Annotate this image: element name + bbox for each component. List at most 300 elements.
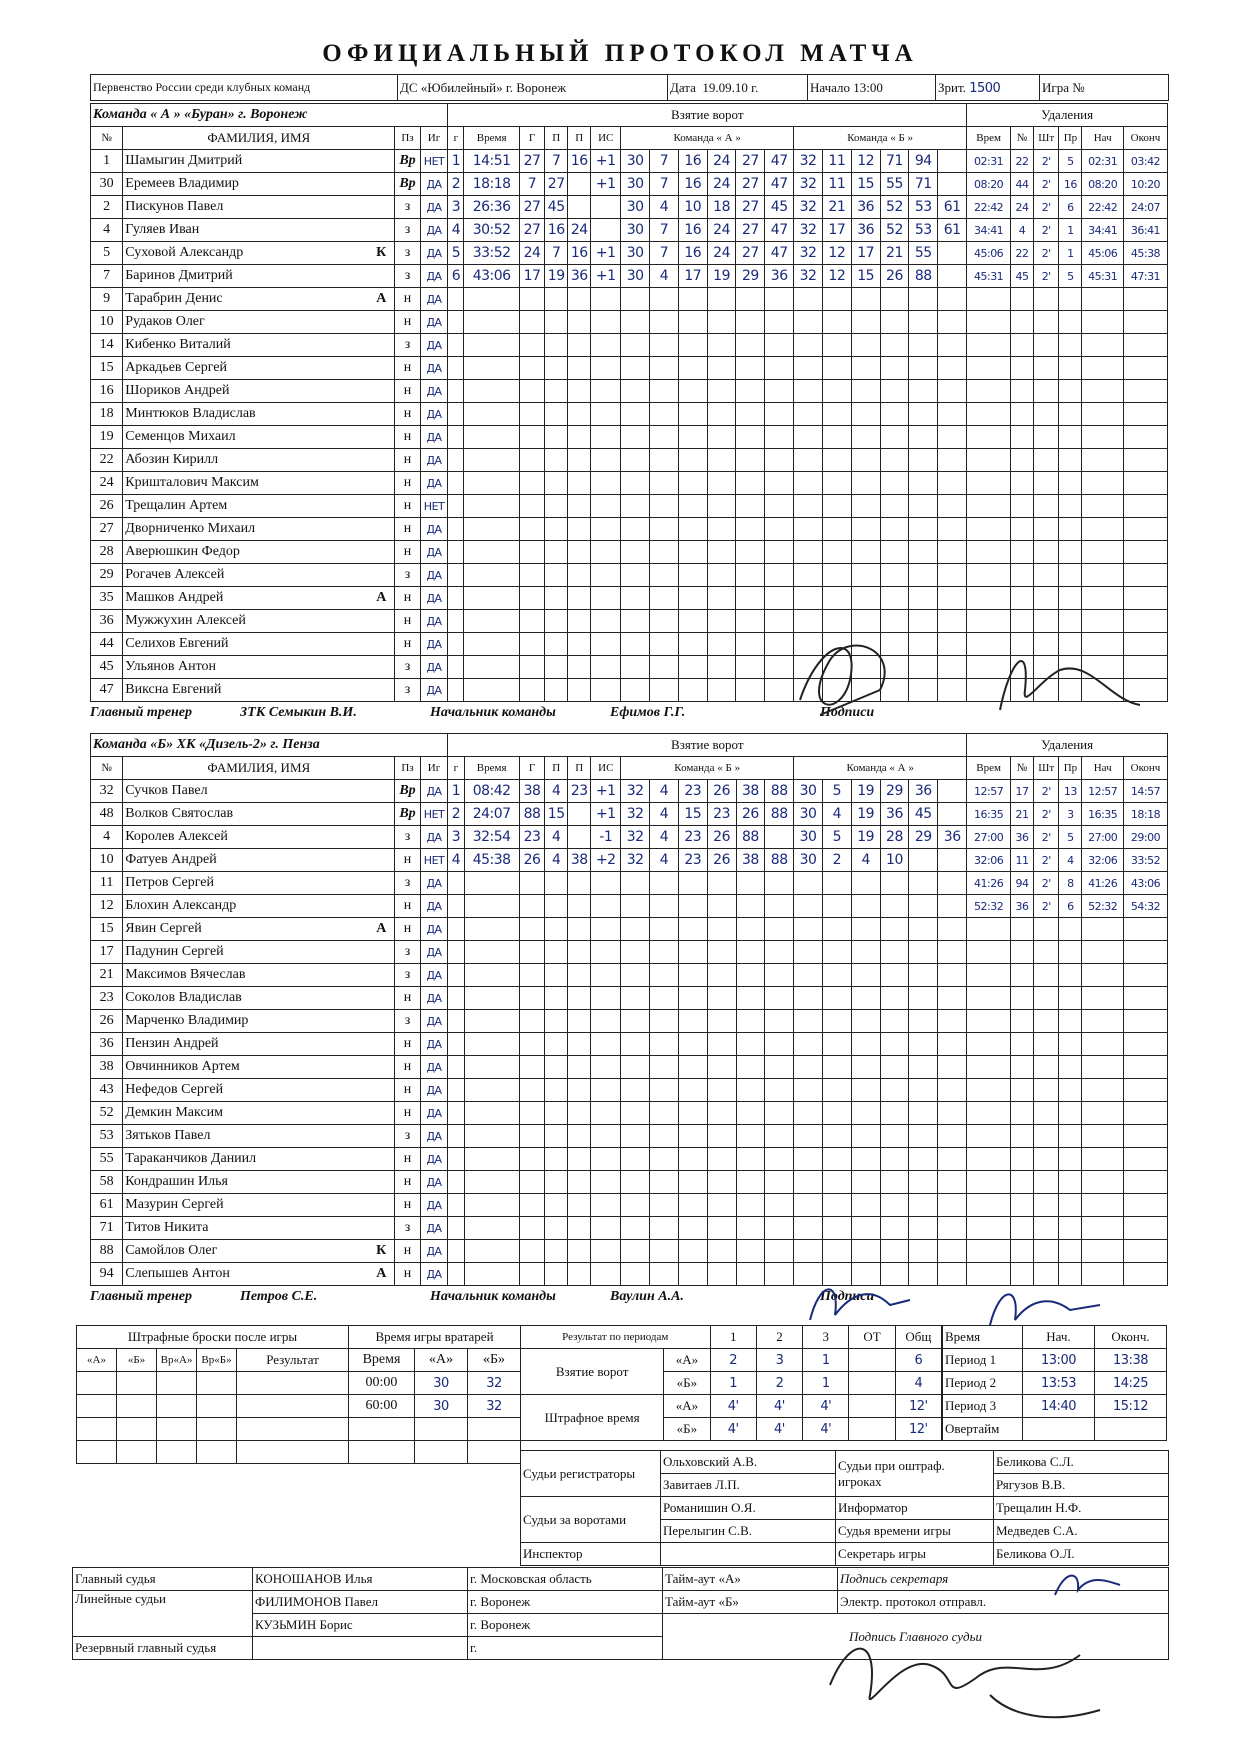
shootout-col: «А» xyxy=(77,1349,117,1372)
shootout-table xyxy=(76,1325,349,1464)
goal-on-ice-b: 26 xyxy=(707,849,736,872)
pim-b-p1: 4' xyxy=(710,1418,756,1441)
goal-on-ice-b xyxy=(650,1171,679,1194)
penalty-t: 41:26 xyxy=(967,872,1011,895)
period-col: ОТ xyxy=(849,1326,895,1349)
inspector-label: Инспектор xyxy=(521,1543,661,1566)
penalty-t xyxy=(967,1148,1011,1171)
line-refs-label: Линейные судьи xyxy=(73,1591,253,1637)
goal-P1 xyxy=(545,403,568,426)
goal-on-ice-a xyxy=(621,311,650,334)
goal-on-ice-opponent xyxy=(851,449,880,472)
goal-time xyxy=(464,311,519,334)
chief-ref-city: г. Московская область xyxy=(468,1568,663,1591)
player-position: н xyxy=(395,918,420,941)
goal-on-ice-opponent xyxy=(909,849,938,872)
penalty-pr: 1 xyxy=(1059,242,1082,265)
goal-on-ice-a: 19 xyxy=(707,265,736,288)
col-header-pen_no: № xyxy=(1011,757,1034,780)
goal-P1 xyxy=(545,1079,568,1102)
goal-on-ice-opponent: 4 xyxy=(851,849,880,872)
goal-on-ice-opponent xyxy=(794,1125,823,1148)
goal-g xyxy=(448,1079,464,1102)
informer: Трещалин Н.Ф. xyxy=(994,1497,1169,1520)
goal-on-ice-a xyxy=(678,357,707,380)
goal-on-ice-opponent xyxy=(909,1240,938,1263)
goal-P1 xyxy=(545,311,568,334)
pbox-judge-1: Беликова С.Л. xyxy=(994,1451,1169,1474)
goal-on-ice-b xyxy=(707,1125,736,1148)
player-name: Максимов Вячеслав xyxy=(125,967,246,982)
goal-on-ice-opponent xyxy=(794,403,823,426)
penalty-start: 52:32 xyxy=(1082,895,1124,918)
penalty-no: 22 xyxy=(1010,150,1033,173)
player-row xyxy=(91,849,1168,872)
goal-on-ice-opponent xyxy=(938,426,967,449)
goal-on-ice-b xyxy=(765,1171,794,1194)
goal-on-ice-b xyxy=(621,1171,650,1194)
player-position: Вр xyxy=(395,780,420,803)
player-plays: ДА xyxy=(420,964,448,987)
player-position: н xyxy=(395,495,420,518)
player-name: Тараканчиков Даниил xyxy=(125,1151,257,1166)
player-name-cell xyxy=(123,449,395,472)
goal-IS: +1 xyxy=(591,173,621,196)
penalty-no xyxy=(1010,311,1033,334)
chief-label: Начальник команды xyxy=(430,1289,556,1304)
player-plays: ДА xyxy=(420,564,448,587)
goal-on-ice-opponent xyxy=(880,403,909,426)
goal-IS xyxy=(591,1263,621,1286)
goal-on-ice-opponent xyxy=(794,449,823,472)
gk-col: Время xyxy=(349,1349,415,1372)
penalty-no xyxy=(1010,288,1033,311)
goal-on-ice-b xyxy=(678,1102,707,1125)
goal-on-ice-opponent: 26 xyxy=(880,265,909,288)
player-name: Нефедов Сергей xyxy=(125,1082,224,1097)
goal-IS xyxy=(591,1033,621,1056)
penalty-sht xyxy=(1034,964,1059,987)
goal-on-ice-a xyxy=(678,495,707,518)
penalty-sht xyxy=(1034,1010,1059,1033)
player-name: Ульянов Антон xyxy=(125,659,217,674)
col-header-IS: ИС xyxy=(591,127,621,150)
goal-on-ice-opponent: 52 xyxy=(880,219,909,242)
goal-on-ice-opponent xyxy=(880,1079,909,1102)
goal-on-ice-b xyxy=(621,1102,650,1125)
goal-on-ice-b: 4 xyxy=(650,803,679,826)
pbox-judge-2: Рягузов В.В. xyxy=(994,1474,1169,1497)
goal-on-ice-opponent xyxy=(909,1079,938,1102)
goal-on-ice-a: 17 xyxy=(678,265,707,288)
player-number: 36 xyxy=(91,610,123,633)
goal-on-ice-opponent xyxy=(938,780,967,803)
goal-on-ice-b xyxy=(650,1102,679,1125)
goal-on-ice-b xyxy=(678,1125,707,1148)
penalty-start: 45:06 xyxy=(1082,242,1124,265)
goal-P2 xyxy=(568,1033,591,1056)
goal-on-ice-opponent xyxy=(938,242,967,265)
player-position: з xyxy=(395,656,420,679)
period-times-table xyxy=(942,1325,1167,1441)
player-plays: НЕТ xyxy=(420,495,448,518)
goal-on-ice-a xyxy=(736,518,765,541)
goal-g xyxy=(448,1263,464,1286)
goal-g xyxy=(448,403,464,426)
player-number: 16 xyxy=(91,380,123,403)
goal-on-ice-opponent xyxy=(822,334,851,357)
goal-G xyxy=(519,564,544,587)
goal-on-ice-opponent xyxy=(822,964,851,987)
goal-on-ice-a xyxy=(621,472,650,495)
penalty-pr xyxy=(1059,1010,1082,1033)
col-header-name: ФАМИЛИЯ, ИМЯ xyxy=(123,757,395,780)
penalty-start xyxy=(1082,987,1124,1010)
goal-on-ice-a xyxy=(707,288,736,311)
goal-on-ice-opponent: 94 xyxy=(909,150,938,173)
goal-on-ice-opponent: 29 xyxy=(880,780,909,803)
goal-IS xyxy=(591,633,621,656)
penalty-t xyxy=(967,449,1011,472)
goal-on-ice-a xyxy=(678,564,707,587)
player-position: н xyxy=(395,1033,420,1056)
goal-on-ice-b xyxy=(650,895,679,918)
player-row xyxy=(91,541,1168,564)
player-name: Тарабрин Денис xyxy=(125,291,223,306)
goal-on-ice-b: 38 xyxy=(736,849,765,872)
goal-on-ice-b xyxy=(707,918,736,941)
goal-time xyxy=(464,656,519,679)
player-position: н xyxy=(395,1148,420,1171)
chief-sign-label: Подпись Главного судьи xyxy=(663,1614,1169,1660)
goal-G xyxy=(519,587,544,610)
player-row xyxy=(91,587,1168,610)
goal-g xyxy=(448,941,464,964)
goal-on-ice-a: 16 xyxy=(678,242,707,265)
goal-on-ice-a xyxy=(621,633,650,656)
goal-on-ice-b xyxy=(621,1079,650,1102)
goal-on-ice-a xyxy=(736,357,765,380)
penalty-start xyxy=(1082,357,1124,380)
goal-g xyxy=(448,964,464,987)
penalty-no xyxy=(1011,918,1034,941)
goal-on-ice-a xyxy=(765,334,794,357)
player-row xyxy=(91,780,1168,803)
goal-judge-1: Романишин О.Я. xyxy=(661,1497,836,1520)
player-name-cell xyxy=(123,472,395,495)
goal-time xyxy=(464,633,519,656)
goal-g xyxy=(448,679,464,702)
goal-g xyxy=(448,1240,464,1263)
player-number: 61 xyxy=(91,1194,123,1217)
goal-on-ice-a xyxy=(765,403,794,426)
goal-G xyxy=(519,288,544,311)
goal-on-ice-a xyxy=(736,495,765,518)
col-header-plays: Иг xyxy=(420,127,448,150)
team-tag: «А» xyxy=(664,1349,710,1372)
goal-on-ice-opponent: 12 xyxy=(822,242,851,265)
penalty-t xyxy=(967,288,1011,311)
goal-on-ice-a xyxy=(765,449,794,472)
goal-on-ice-opponent xyxy=(822,895,851,918)
goal-G xyxy=(519,1171,544,1194)
goal-on-ice-b xyxy=(707,1171,736,1194)
goal-on-ice-opponent xyxy=(851,334,880,357)
player-row xyxy=(91,1148,1168,1171)
goal-P1: 4 xyxy=(545,849,568,872)
player-position: з xyxy=(395,265,420,288)
goal-G xyxy=(519,357,544,380)
goals-a-ot xyxy=(849,1349,895,1372)
penalty-t xyxy=(967,964,1011,987)
goal-on-ice-a xyxy=(650,633,679,656)
penalty-start xyxy=(1082,288,1124,311)
penalty-sht xyxy=(1034,1102,1059,1125)
col-header-IS: ИС xyxy=(591,757,621,780)
goal-on-ice-b xyxy=(765,895,794,918)
player-row xyxy=(91,265,1168,288)
player-position: н xyxy=(395,357,420,380)
player-row xyxy=(91,150,1168,173)
player-position: н xyxy=(395,541,420,564)
goal-g xyxy=(448,895,464,918)
goal-P1 xyxy=(545,987,568,1010)
penalty-t xyxy=(967,495,1011,518)
goal-on-ice-a xyxy=(621,679,650,702)
goal-on-ice-b: 26 xyxy=(707,780,736,803)
goal-on-ice-b xyxy=(678,1263,707,1286)
goal-time xyxy=(464,941,519,964)
reg-judge-1: Ольховский А.В. xyxy=(661,1451,836,1474)
goal-on-ice-b xyxy=(736,1079,765,1102)
start-time: Начало 13:00 xyxy=(808,75,936,101)
penalty-start xyxy=(1082,334,1124,357)
goal-on-ice-b xyxy=(765,1056,794,1079)
goal-on-ice-b xyxy=(736,1010,765,1033)
goal-judge-2: Перелыгин С.В. xyxy=(661,1520,836,1543)
reg-judge-2: Завитаев Л.П. xyxy=(661,1474,836,1497)
penalty-t xyxy=(967,987,1011,1010)
goal-P2 xyxy=(568,1194,591,1217)
penalty-start: 08:20 xyxy=(1082,173,1124,196)
goal-g xyxy=(448,564,464,587)
goal-on-ice-b xyxy=(736,1217,765,1240)
goal-g xyxy=(448,334,464,357)
player-row xyxy=(91,357,1168,380)
player-position: н xyxy=(395,987,420,1010)
goal-on-ice-a xyxy=(650,380,679,403)
player-name-cell xyxy=(123,196,395,219)
goal-G xyxy=(519,449,544,472)
player-number: 10 xyxy=(91,311,123,334)
goal-on-ice-opponent xyxy=(851,518,880,541)
pim-a-p1: 4' xyxy=(710,1395,756,1418)
player-name-cell xyxy=(123,1194,395,1217)
goal-on-ice-b xyxy=(621,1217,650,1240)
penalty-pr xyxy=(1059,380,1082,403)
penalty-sht xyxy=(1034,941,1059,964)
player-number: 17 xyxy=(91,941,123,964)
player-row xyxy=(91,918,1168,941)
player-name-cell xyxy=(123,826,395,849)
penalty-start: 27:00 xyxy=(1082,826,1124,849)
penalty-start: 22:42 xyxy=(1082,196,1124,219)
player-name: Сучков Павел xyxy=(125,783,208,798)
col-header-pen_sht: Шт xyxy=(1034,757,1059,780)
goal-G: 88 xyxy=(519,803,544,826)
player-name-cell xyxy=(123,1240,395,1263)
goal-on-ice-opponent xyxy=(938,1056,967,1079)
penalty-no: 45 xyxy=(1010,265,1033,288)
penalty-end xyxy=(1123,518,1167,541)
penalty-end: 14:57 xyxy=(1123,780,1167,803)
goal-on-ice-opponent xyxy=(822,1102,851,1125)
goal-G: 17 xyxy=(519,265,544,288)
goal-IS xyxy=(591,1217,621,1240)
goal-on-ice-opponent: 36 xyxy=(880,803,909,826)
goal-on-ice-opponent xyxy=(880,1194,909,1217)
goal-time: 30:52 xyxy=(464,219,519,242)
period-end: 15:12 xyxy=(1095,1395,1167,1418)
player-name: Шамыгин Дмитрий xyxy=(125,153,243,168)
penalty-pr xyxy=(1059,334,1082,357)
goal-on-ice-opponent xyxy=(851,1102,880,1125)
goal-IS xyxy=(591,941,621,964)
penalty-t xyxy=(967,1171,1011,1194)
player-name-cell xyxy=(123,633,395,656)
player-name: Пензин Андрей xyxy=(125,1036,219,1051)
goal-on-ice-b xyxy=(765,1240,794,1263)
goal-on-ice-opponent xyxy=(794,541,823,564)
penalty-sht xyxy=(1034,403,1059,426)
goal-on-ice-b xyxy=(736,1240,765,1263)
goal-on-ice-opponent: 32 xyxy=(794,219,823,242)
player-row xyxy=(91,380,1168,403)
player-name-cell xyxy=(123,541,395,564)
goal-g xyxy=(448,1033,464,1056)
goal-on-ice-opponent xyxy=(938,403,967,426)
goal-G xyxy=(519,610,544,633)
goal-IS: +1 xyxy=(591,265,621,288)
penalty-no: 36 xyxy=(1011,826,1034,849)
goal-on-ice-opponent xyxy=(938,518,967,541)
goal-on-ice-a: 27 xyxy=(736,196,765,219)
chief-ref-label: Главный судья xyxy=(73,1568,253,1591)
goal-on-ice-a: 30 xyxy=(621,242,650,265)
penalty-end: 29:00 xyxy=(1123,826,1167,849)
player-plays: ДА xyxy=(420,334,448,357)
goal-g: 2 xyxy=(448,803,464,826)
penalty-t xyxy=(967,1194,1011,1217)
player-number: 30 xyxy=(91,173,123,196)
goal-on-ice-a xyxy=(650,564,679,587)
goal-on-ice-opponent xyxy=(851,1240,880,1263)
goal-P1 xyxy=(545,334,568,357)
penalty-end xyxy=(1123,380,1167,403)
player-number: 15 xyxy=(91,357,123,380)
goal-IS xyxy=(591,449,621,472)
goal-on-ice-a xyxy=(707,403,736,426)
shootout-col: Результат xyxy=(237,1349,349,1372)
goal-on-ice-a: 4 xyxy=(650,265,679,288)
goal-on-ice-a xyxy=(765,564,794,587)
goal-on-ice-opponent xyxy=(851,403,880,426)
goal-time xyxy=(464,518,519,541)
col-header-name: ФАМИЛИЯ, ИМЯ xyxy=(123,127,395,150)
goal-on-ice-b xyxy=(678,987,707,1010)
goal-on-ice-opponent xyxy=(938,964,967,987)
coach-label: Главный тренер xyxy=(90,705,193,720)
player-name-cell xyxy=(123,219,395,242)
goal-P1 xyxy=(545,564,568,587)
goal-P2 xyxy=(568,633,591,656)
goal-on-ice-opponent xyxy=(822,1171,851,1194)
goal-on-ice-a xyxy=(707,380,736,403)
goal-on-ice-opponent: 30 xyxy=(794,826,823,849)
goal-G xyxy=(519,656,544,679)
goal-on-ice-a xyxy=(650,449,679,472)
goal-on-ice-opponent xyxy=(794,334,823,357)
goal-on-ice-opponent: 11 xyxy=(822,150,851,173)
goal-P2 xyxy=(568,472,591,495)
player-name-cell xyxy=(123,941,395,964)
player-number: 27 xyxy=(91,518,123,541)
goal-on-ice-b xyxy=(736,1102,765,1125)
goals-b-ot xyxy=(849,1372,895,1395)
goal-on-ice-b xyxy=(678,1194,707,1217)
goal-P2 xyxy=(568,1217,591,1240)
player-row xyxy=(91,219,1168,242)
penalty-start xyxy=(1082,449,1124,472)
goal-on-ice-opponent xyxy=(938,1240,967,1263)
goal-on-ice-opponent xyxy=(938,987,967,1010)
goal-on-ice-b xyxy=(650,1079,679,1102)
goal-on-ice-opponent: 53 xyxy=(909,196,938,219)
period-results-table xyxy=(520,1325,942,1441)
pim-b-total: 12' xyxy=(895,1418,941,1441)
goal-P2 xyxy=(568,587,591,610)
penalty-start xyxy=(1082,1217,1124,1240)
player-plays: ДА xyxy=(420,872,448,895)
goal-g: 1 xyxy=(448,150,464,173)
timeout-b: Тайм-аут «Б» xyxy=(663,1591,838,1614)
goal-G xyxy=(519,334,544,357)
penalty-start xyxy=(1082,495,1124,518)
goal-on-ice-a xyxy=(707,679,736,702)
goal-on-ice-opponent xyxy=(794,964,823,987)
penalty-t xyxy=(967,403,1011,426)
goal-g xyxy=(448,1194,464,1217)
player-position: н xyxy=(395,311,420,334)
goal-P1: 4 xyxy=(545,780,568,803)
goal-on-ice-b: 23 xyxy=(678,849,707,872)
goal-g: 3 xyxy=(448,826,464,849)
goal-on-ice-b xyxy=(765,918,794,941)
penalty-t xyxy=(967,357,1011,380)
player-row xyxy=(91,1079,1168,1102)
goal-on-ice-b: 26 xyxy=(736,803,765,826)
goal-on-ice-opponent xyxy=(794,587,823,610)
goal-P2 xyxy=(568,196,591,219)
penalty-no xyxy=(1011,1102,1034,1125)
period-start xyxy=(1023,1418,1095,1441)
penalty-t xyxy=(967,918,1011,941)
goal-on-ice-opponent: 5 xyxy=(822,826,851,849)
timer-label: Судья времени игры xyxy=(836,1520,994,1543)
period-col: 1 xyxy=(710,1326,756,1349)
goal-on-ice-opponent xyxy=(880,987,909,1010)
goal-on-ice-a xyxy=(650,357,679,380)
